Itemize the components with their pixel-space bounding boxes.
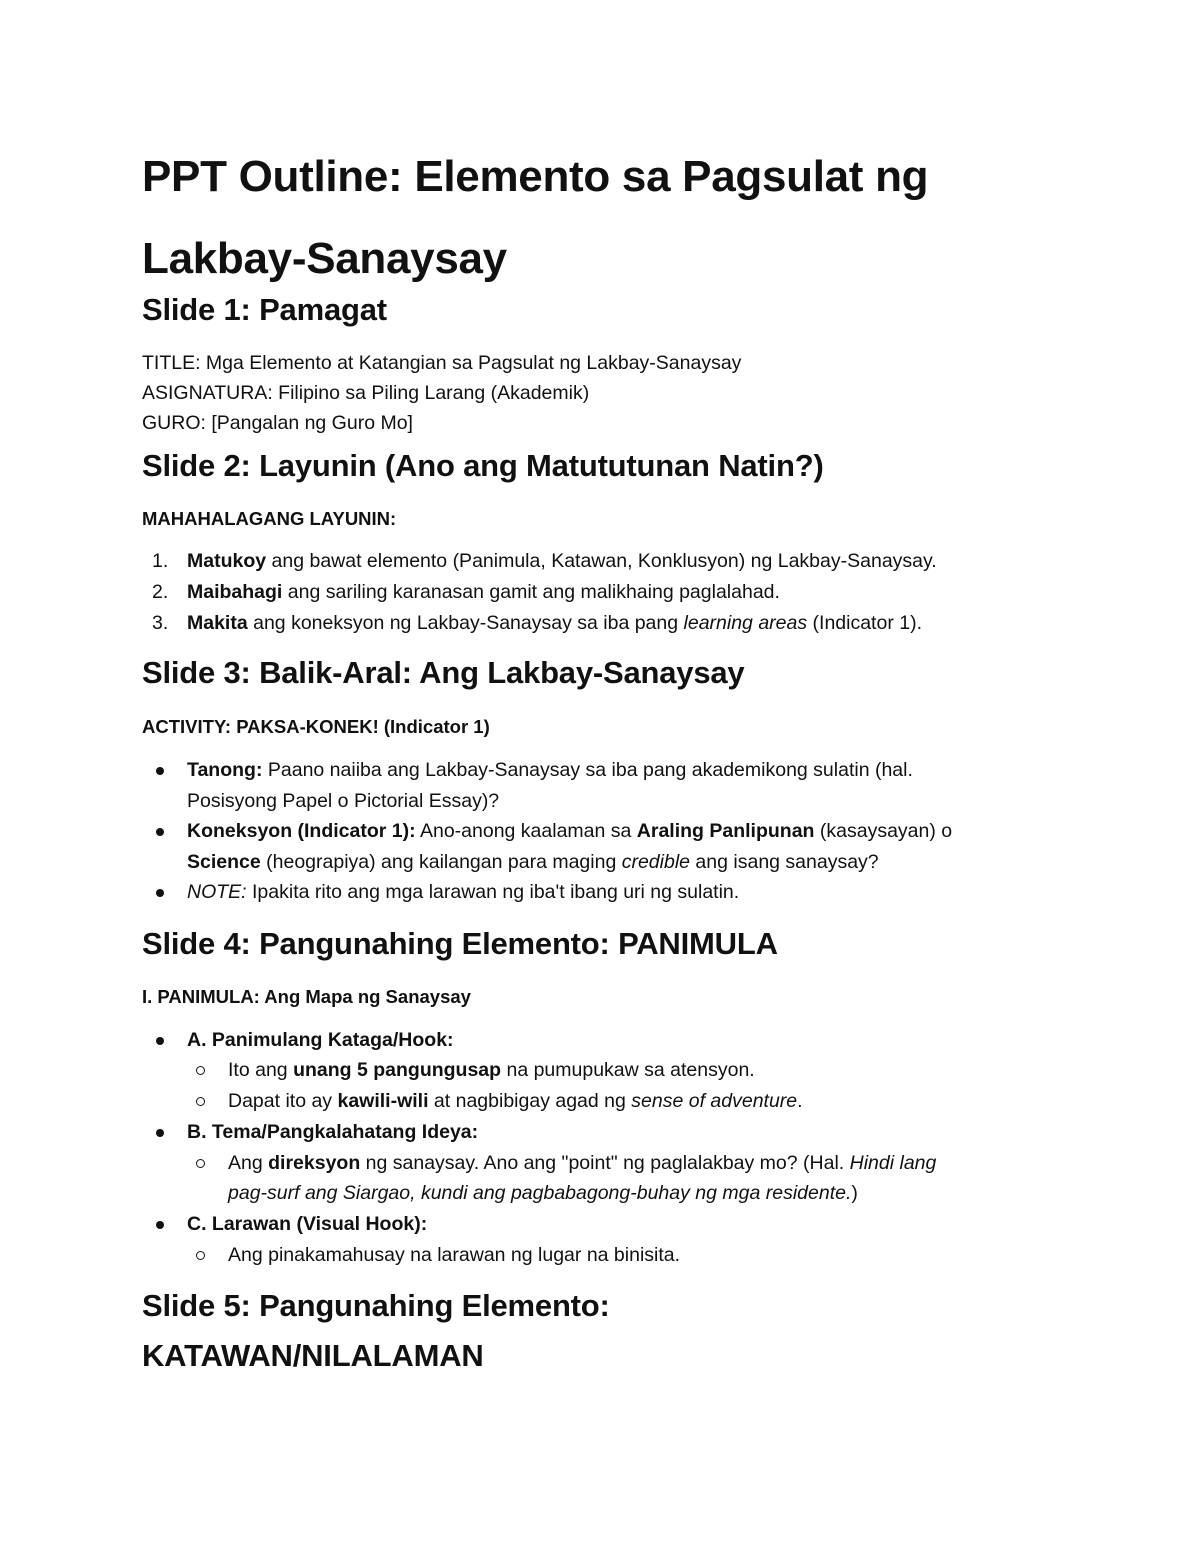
sub-text: ) <box>851 1182 858 1204</box>
sub-bold: direksyon <box>268 1152 361 1174</box>
connection-text: Ano-anong kaalaman sa <box>415 820 637 842</box>
objective-text: ang sariling karanasan gamit ang malikhaing paglalahad. <box>282 581 780 603</box>
sub-text: Ito ang <box>228 1059 294 1081</box>
question-label: Tanong: <box>187 759 263 781</box>
objective-verb: Makita <box>187 612 248 634</box>
slide2-subheading: MAHAHALAGANG LAYUNIN: <box>142 508 397 529</box>
section-c-label: C. Larawan (Visual Hook): <box>187 1213 428 1235</box>
connection-text: (heograpiya) ang kailangan para maging <box>260 851 622 873</box>
objective-verb: Matukoy <box>187 550 267 572</box>
slide5-heading-line2: KATAWAN/NILALAMAN <box>142 1338 484 1373</box>
sub-text: Ang <box>228 1152 269 1174</box>
list-number: 3. <box>152 612 169 634</box>
objective-tail: (Indicator 1). <box>807 612 922 634</box>
slide1-heading: Slide 1: Pamagat <box>142 292 387 327</box>
bullet-circle <box>196 1251 205 1260</box>
question-text-continued: Posisyong Papel o Pictorial Essay)? <box>187 790 500 812</box>
connection-text: (kasaysayan) o <box>814 820 953 842</box>
sub-italic: Hindi lang <box>849 1152 937 1174</box>
sub-bold: unang 5 pangungusap <box>293 1059 502 1081</box>
section-a-label: A. Panimulang Kataga/Hook: <box>187 1029 454 1051</box>
list-number: 1. <box>152 550 169 572</box>
objective-text: ang bawat elemento (Panimula, Katawan, Konklusyon) ng Lakbay-Sanaysay. <box>266 550 937 572</box>
slide1-subject-line: ASIGNATURA: Filipino sa Piling Larang (Akademik) <box>142 382 590 404</box>
sub-text: ng sanaysay. Ano ang "point" ng paglalakbay mo? (Hal. <box>360 1152 850 1174</box>
slide3-heading: Slide 3: Balik-Aral: Ang Lakbay-Sanaysay <box>142 655 745 690</box>
sub-text: at nagbibigay agad ng <box>428 1090 632 1112</box>
bullet-circle <box>196 1066 205 1075</box>
sub-text: . <box>797 1090 803 1112</box>
objective-verb: Maibahagi <box>187 581 283 603</box>
slide1-teacher-line: GURO: [Pangalan ng Guro Mo] <box>142 412 413 434</box>
bullet-dot <box>156 889 164 897</box>
list-number: 2. <box>152 581 169 603</box>
bullet-circle <box>196 1159 205 1168</box>
objective-italic: learning areas <box>683 612 808 634</box>
subject-science: Science <box>187 851 261 873</box>
slide3-subheading: ACTIVITY: PAKSA-KONEK! (Indicator 1) <box>142 716 490 737</box>
bullet-circle <box>196 1097 205 1106</box>
slide4-heading: Slide 4: Pangunahing Elemento: PANIMULA <box>142 926 778 961</box>
connection-italic: credible <box>621 851 691 873</box>
sub-italic: pag-surf ang Siargao, kundi ang pagbabagong-buhay ng mga residente. <box>228 1182 852 1204</box>
bullet-dot <box>156 1037 164 1045</box>
bullet-dot <box>156 1129 164 1137</box>
sub-text: na pumupukaw sa atensyon. <box>501 1059 755 1081</box>
sub-text: Dapat ito ay <box>228 1090 338 1112</box>
document-title: PPT Outline: Elemento sa Pagsulat ng Lakbay-Sanaysay <box>142 152 929 283</box>
slide2-heading: Slide 2: Layunin (Ano ang Matututunan Natin?) <box>142 448 824 483</box>
slide1-title-line: TITLE: Mga Elemento at Katangian sa Pagsulat ng Lakbay-Sanaysay <box>142 352 742 374</box>
section-b-label: B. Tema/Pangkalahatang Ideya: <box>187 1121 479 1143</box>
objective-text: ang koneksyon ng Lakbay-Sanaysay sa iba pang <box>247 612 684 634</box>
subject-araling-panlipunan: Araling Panlipunan <box>636 820 815 842</box>
slide4-subheading: I. PANIMULA: Ang Mapa ng Sanaysay <box>142 986 471 1007</box>
bullet-dot <box>156 1221 164 1229</box>
bullet-dot <box>156 828 164 836</box>
slide5-heading-line1: Slide 5: Pangunahing Elemento: <box>142 1288 610 1323</box>
bullet-dot <box>156 767 164 775</box>
sub-italic: sense of adventure <box>631 1090 798 1112</box>
note-text: Ipakita rito ang mga larawan ng iba't ibang uri ng sulatin. <box>246 881 740 903</box>
connection-text: ang isang sanaysay? <box>690 851 879 873</box>
connection-label: Koneksyon (Indicator 1): <box>187 820 416 842</box>
sub-bold: kawili-wili <box>337 1090 429 1112</box>
note-label: NOTE: <box>187 881 247 903</box>
question-text: Paano naiiba ang Lakbay-Sanaysay sa iba pang akademikong sulatin (hal. <box>262 759 913 781</box>
sub-text: Ang pinakamahusay na larawan ng lugar na binisita. <box>228 1244 681 1266</box>
